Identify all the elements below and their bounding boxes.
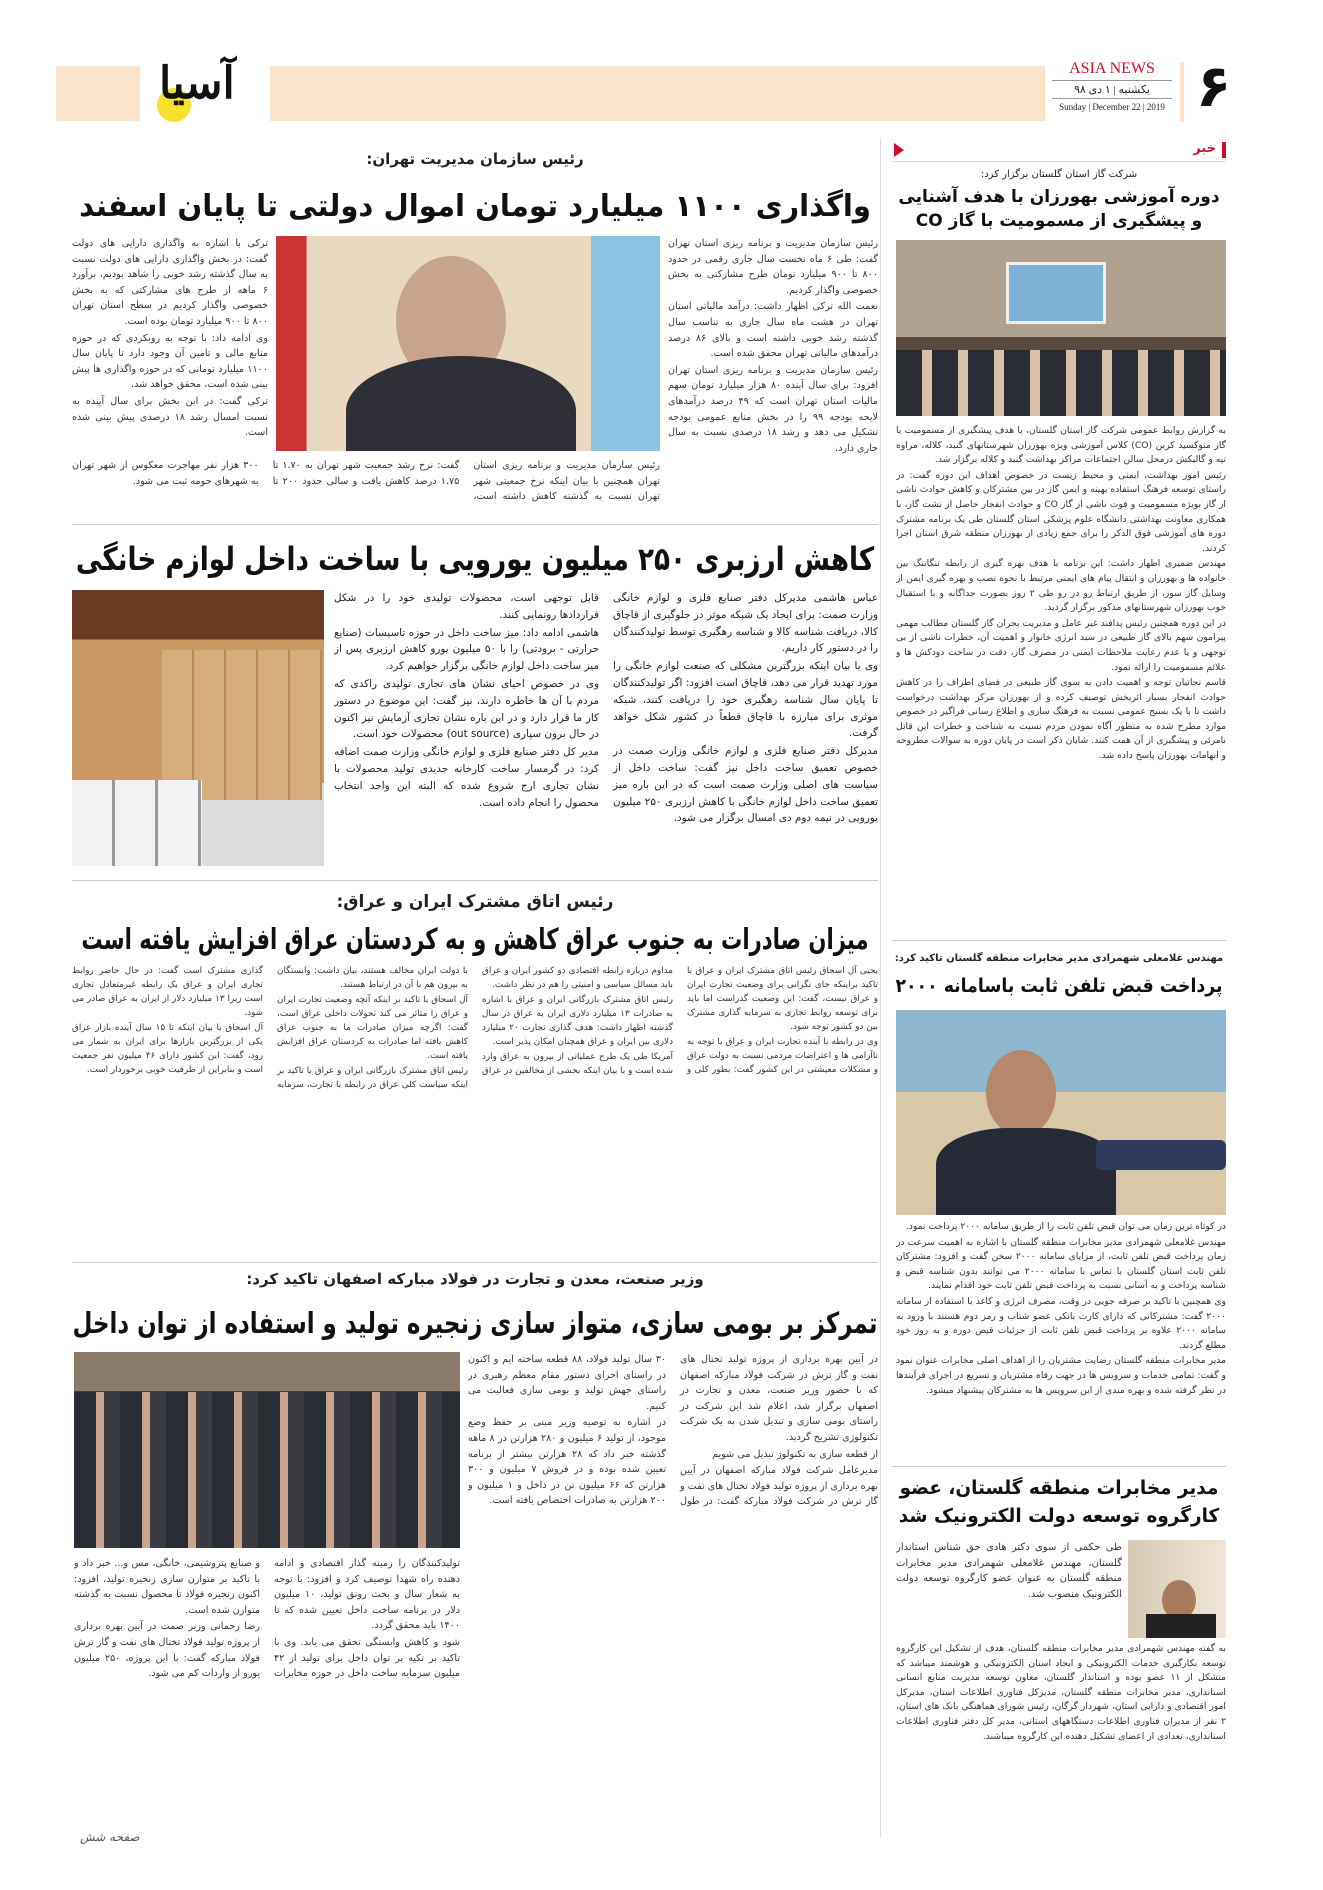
washing-machines: [72, 780, 202, 866]
article4-photo: [74, 1352, 460, 1548]
sidebar-story3-headline: مدیر مخابرات منطقه گلستان، عضو کارگروه توسعه دولت الکترونیک شد: [898, 1477, 1220, 1527]
paragraph: در آیین بهره برداری از پروژه تولید تختال های نفت و گاز ترش در شرکت فولاد مبارکه اصفهان که با حضور وزیر صنعت، معدن و تجارت در اصفهان برگزار شد، اعلام شد این شرکت در راستای بومی سازی و تبدیل شدن به یک شرکت تکنولوژی تشریح گردید.: [680, 1354, 878, 1443]
interviewee-head: [986, 1050, 1056, 1136]
paragraph: وی با بیان اینکه بزرگترین مشکلی که صنعت لوازم خانگی را مورد تهدید قرار می دهد، قاچاق است افزود: اگر تولیدکنندگان تا پایان سال شناسه رهگیری خود را دریافت کنند، شبکه موثری برای مبارزه با قاچاق قطعاً در کشور شکل خواهد گرفت.: [613, 660, 878, 740]
paragraph: رئیس سازمان مدیریت و برنامه ریزی استان تهران همچنین با بیان اینکه نرخ جمعیتی شهر تهران نسبت به گذشته کاهش داشته است، گفت: نرخ رشد جمعیت شهر تهران به ۱.۷۰ تا ۱.۷۵ درصد کاهش یافت و سالی حدود ۲۰۰ تا ۳۰۰ هزار نفر مهاجرت معکوس از شهر تهران به شهرهای حومه ثبت می شود.: [72, 460, 660, 503]
article1-body-left: [72, 236, 268, 451]
article1-body-bottom: [72, 458, 660, 513]
paragraph: از قطعه سازی به تکنولوژ تبدیل می شویم: [712, 1448, 878, 1460]
paragraph: رئیس اتاق مشترک بازرگانی ایران و عراق با اشاره به صادرات ۱۳ میلیارد دلاری ایران به عراق در سال گذشته اظهار داشت: هدف گذاری تجارت ۲۰ میلیارد دلاری بین ایران و عراق همچنان امکان پذیر است.: [482, 995, 673, 1047]
paragraph: وی در خصوص احیای نشان های تجاری تولیدی راکدی که مردم با آن ها خاطره دارند، نیز گفت: این موضوع در دستور کار ما قرار دارد و در این باره نشان تجاری آزمایش نیز اکنون در حال برون سپاری (out source) محصولات خود است.: [334, 677, 599, 741]
logo-text: آسیا: [159, 58, 235, 109]
masthead-info: [1052, 60, 1172, 124]
sidebar-story1-photo: [896, 240, 1226, 416]
audience-rows: [74, 1392, 460, 1548]
sidebar-story1-kicker: شرکت گاز استان گلستان برگزار کرد:: [980, 169, 1138, 180]
article3-headline: میزان صادرات به جنوب عراق کاهش و به کردستان عراق افزایش یافته است: [81, 922, 869, 956]
paragraph: هاشمی ادامه داد: میز ساخت داخل در حوزه تاسیسات (صنایع حرارتی - برودتی) را با ۵۰ میلیون یورو کاهش ارزبری پس از میز ساخت داخل لوازم خانگی برگزار خواهیم کرد.: [334, 626, 599, 673]
paragraph: طی حکمی از سوی دکتر هادی حق شناس استاندار گلستان، مهندس غلامعلی شهمرادی مدیر مخابرات منطقه گلستان به عنوان عضو کارگروه توسعه دولت الکترونیک منصوب شد.: [896, 1542, 1122, 1600]
official-suit: [1146, 1614, 1216, 1638]
sidebar-section-header: [892, 140, 1226, 162]
paragraph: به گزارش روابط عمومی شرکت گاز استان گلستان، با هدف پیشگیری از مسمومیت با گاز منوکسید کربن (CO) کلاس آموزشی ویژه بهورزان شهرستانهای گنبد، کلاله، مراوه تپه و گالیکش درمحل سالن اجتماعات مراکز بهداشت گنبد و کلاله برگزار شد.: [896, 425, 1226, 466]
divider: [72, 524, 878, 525]
appliance-boxes: [162, 650, 322, 800]
sidebar-story1-headline: دوره آموزشی بهورزان با هدف آشنایی و پیشگیری از مسمومیت با گاز CO: [898, 187, 1220, 231]
paragraph: رئیس سازمان مدیریت و برنامه ریزی استان تهران افزود: برای سال آینده ۸۰ هزار میلیارد تومان سهم مالیات استان تهران است که ۴۹ درصد درآمدهای لایحه بودجه ۹۹ را در بخش منابع عمومی بودجه تشکیل می دهد و رشد ۱۸ درصدی نسبت به سال جاری دارد.: [668, 364, 878, 454]
paragraph: به گفته مهندس شهمرادی مدیر مخابرات منطقه گلستان، هدف از تشکیل این کارگروه توسعه بکارگیری خدمات الکترونیکی و ایجاد استان الکترونیکی و هوشمند میباشد که متشکل از ۱۱ عضو بوده و استاندار گلستان، معاون توسعه مدیریت منابع انسانی استانداری، مدیر مخابرات منطقه گلستان، مدیرکل فناوری اطلاعات استان، مدیرکل امور اقتصادی و دارایی استان، شهردار گرگان، رئیس شورای هماهنگی بانک های استان، ۲ نفر از مدیران فناوری اطلاعات دستگاههای استانی، مدیر کل دفتر فناوری اطلاعات استانداری، تعدادی از اعضای تشکیل دهنده این کارگروه میباشند.: [896, 1643, 1226, 1742]
sidebar-story3-body-top: [896, 1540, 1122, 1640]
article3-body: [72, 964, 878, 1256]
logo: [145, 58, 265, 124]
interviewee-suit: [936, 1128, 1116, 1215]
divider: [892, 1466, 1226, 1467]
sidebar-story2-photo: [896, 1010, 1226, 1215]
paragraph: آل اسحاق با تاکید بر اینکه آنچه وضعیت تجارت ایران و عراق را متاثر می کند تحولات داخلی عراق است، گفت: اگرچه میزان صادرات ما به جنوب عراق کاهش یافته اما صادرات به کردستان عراق افزایش یافته است.: [277, 995, 468, 1061]
paragraph: در کوتاه ترین زمان می توان قبض تلفن ثابت را از طریق سامانه ۲۰۰۰ پرداخت نمود.: [905, 1221, 1226, 1232]
paragraph: مهندس غلامعلی شهمرادی مدیر مخابرات منطقه گلستان با اشاره به اهمیت سرعت در زمان پرداخت قبض تلفن ثابت، از مزایای سامانه ۲۰۰۰ سخن گفت و افزود: مشترکان تلفن ثابت استان گلستان با تماس با سامانه ۲۰۰۰ می توانند بدون شناسه قبض و شناسه پرداخت و به آسانی نسبت به پرداخت قبض تلفن ثابت خود اقدام نمایند.: [896, 1236, 1226, 1292]
sidebar-story2-kicker: مهندس غلامعلی شهمرادی مدیر مخابرات منطقه گلستان تاکید کرد:: [894, 953, 1224, 964]
paragraph: وی در رابطه با آینده تجارت ایران و عراق با توجه به ناآرامی ها و اعتراضات مردمی نسبت به دولت عراق و مشکلات معیشتی در این کشور گفت: بطور کلی و مداوم درباره رابطه اقتصادی دو کشور ایران و عراق باید مسائل سیاسی و امنیتی را هم در نظر داشت.: [482, 966, 878, 1075]
paragraph: عباس هاشمی مدیرکل دفتر صنایع فلزی و لوازم خانگی وزارت صمت: برای ایجاد یک شبکه موثر در جلوگیری از قاچاق کالا، دریافت شناسه کالا و شناسه رهگیری توسط تولیدکنندگان را در دستور کار داریم.: [613, 592, 878, 655]
article1-headline: واگذاری ۱۱۰۰ میلیارد تومان اموال دولتی تا پایان اسفند: [79, 189, 871, 224]
paragraph: آل اسحاق با بیان اینکه تا ۱۵ سال آینده بازار عراق یکی از بزرگترین بازارها برای ایران به شمار می رود، گفت: این کشور دارای ۴۶ میلیون نفر جمعیت است و بنابراین از ظرفیت خوبی برخوردار است.: [72, 1023, 264, 1075]
paragraph: در این دوره همچنین رئیس پدافند غیر عامل و مدیریت بحران گاز گلستان مطالب مهمی پیرامون سهم بالای گاز طبیعی در سبد انرژی خانوار و اهمیت آن، خطرات ناشی از بی توجهی و یا عدم رعایت ملاحظات ایمنی در مصرف گاز، دقت در ساخت دودکش ها و علائم مسمومیت را ارائه نمود.: [896, 617, 1226, 673]
projector-screen: [1006, 262, 1106, 324]
column-divider: [880, 138, 881, 1838]
paragraph: مدیر مخابرات منطقه گلستان رضایت مشتریان را از اهداف اصلی مخابرات عنوان نمود و گفت: تمامی خدمات و سرویس ها در جهت رفاه مشتریان و تسریع در اجرای فرآیندها در نظر گرفته شده و بهره مندی از این سرویس ها به مشترکان پیشنهاد میشود.: [896, 1355, 1226, 1396]
paragraph: آمریکا طی یک طرح عملیاتی از بیرون به عراق وارد شده است و با بیان اینکه بخشی از مخالفین در عراق با دولت ایران مخالف هستند، بیان داشت: وابستگان به بیرون هم با آن در ارتباط هستند.: [277, 966, 673, 1076]
date-en: Sunday | December 22 | 2019: [1059, 102, 1165, 112]
paragraph: مهندس ضمیری اظهار داشت: این برنامه با هدف بهره گیری از رابطه تنگاتنگ بین خانواده ها و بهورزان و انتقال پیام های ایمنی مرتبط با نحوه نصب و بهره گیری ایمن از وسایل گاز سوز، از طریق ارتباط رو در رو طی ۲ روز بصورت جداگانه و با استقبال خوب بهورزان شهرستانهای مذکور برگزار گردید.: [896, 558, 1226, 614]
date-fa: یکشنبه | ۱ دی ۹۸: [1052, 81, 1172, 99]
header-divider: [1180, 62, 1184, 122]
article1-kicker: رئیس سازمان مدیریت تهران:: [366, 150, 584, 168]
page-label: صفحه شش: [80, 1830, 140, 1844]
divider: [892, 940, 1226, 941]
article2-headline: کاهش ارزبری ۲۵۰ میلیون یورویی با ساخت داخل لوازم خانگی: [75, 540, 875, 578]
article4-kicker: وزیر صنعت، معدن و تجارت در فولاد مبارکه اصفهان تاکید کرد:: [246, 1270, 704, 1288]
paragraph: تولیدکنندگان را زمینه گذار اقتصادی و ادامه دهنده راه شهدا توصیف کرد و افزود: با توجه به شعار سال و بحث رونق تولید، ۱۰ میلیون دلار در برنامه ساخت داخل تعیین شده که تا ۱۴۰۰ باید محقق گردد.: [274, 1558, 460, 1632]
article1-body-right: [668, 236, 878, 511]
sidebar-story3-photo: [1128, 1540, 1226, 1638]
paragraph: مدیرکل دفتر صنایع فلزی و لوازم خانگی وزارت صمت در خصوص تعمیق ساخت داخل نیز گفت: ساخت داخل از سیاست های اصلی وزارت صمت است که در این باره میز تعمیق ساخت داخل لوازم خانگی با کاهش ارزبری ۲۵۰ میلیون یورویی در نیمه دوم دی امسال برگزار می شود.: [613, 745, 878, 825]
paragraph: رئیس اتاق مشترک بازرگانی ایران و عراق با تاکید بر اینکه سیاست کلی عراق در رابطه با تجارت، سرمایه گذاری مشترک است گفت: در حال حاضر روابط تجاری ایران و عراق یک رابطه غیرمتعادل تجاری است زیرا ۱۳ میلیارد دلار از ایران به عراق صادر می شود.: [72, 966, 468, 1090]
article4-headline: تمرکز بر بومی سازی، متواز سازی زنجیره تولید و استفاده از توان داخل: [72, 1306, 878, 1340]
paragraph: ترکی گفت: در این بخش برای سال آینده به نسبت امسال رشد ۱۸ درصدی پیش بینی شده است.: [72, 395, 268, 439]
paragraph: رضا رحمانی وزیر صمت در آیین بهره برداری از پروژه تولید فولاد تختال های نفت و گاز ترش فولاد مبارکه گفت: با این پروژه، ۲۵۰ میلیون یورو از واردات کم می شود.: [74, 1621, 261, 1680]
paragraph: رئیس سازمان مدیریت و برنامه ریزی استان تهران گفت: طی ۶ ماه نخست سال جاری رقمی در حدود ۸۰۰ تا ۹۰۰ میلیارد تومان طرح مشارکتی به بخش خصوصی واگذار کردیم.: [668, 238, 878, 296]
microphone: [1096, 1140, 1226, 1170]
attendees: [896, 350, 1226, 416]
sidebar-story2-body: [896, 1220, 1226, 1460]
paragraph: مدیرعامل شرکت فولاد مبارکه اصفهان در آیین بهره برداری از پروژه تولید فولاد تختال های نفت و گاز ترش در شرکت فولاد مبارکه گفت: در طول ۳۰ سال تولید فولاد، ۸۸ قطعه ساخته ایم و اکنون در راستای اجرای دستور مقام معظم رهبری در راستای جهش تولید و بومی سازی فعالیت می کنیم.: [468, 1354, 878, 1508]
paragraph: ترکی با اشاره به واگذاری دارایی های دولت گفت: در بخش واگذاری دارایی های دولت نسبت به سال گذشته رشد خوبی را شاهد بودیم، برآورد ۶ ماهه از طرح های مشارکتی که به بخش خصوصی واگذار کردیم در سطح استان تهران ۸۰۰ تا ۹۰۰ میلیارد تومان بوده است.: [72, 238, 268, 327]
sidebar-story2-headline: پرداخت قبض تلفن ثابت باسامانه ۲۰۰۰: [895, 975, 1223, 997]
article2-body: [334, 590, 878, 868]
article4-body-right: [468, 1352, 878, 1812]
paragraph: قاسم نجاتیان توجه و اهمیت دادن به سوی گاز طبیعی در فضای اطراف را در کاهش حوادث انفجار بسیار اثربخش توصیف کرده و از بهورزان مرکز بهداشت درخواست داشت تا با یک بسیج عمومی نسبت به فرهنگ سازی و اطلاع رسانی فراگیر در خصوص موارد مطرح شده به منظور آگاه نمودن مردم نسبت به شناخت و خطرات این قاتل نامرئی و پیشگیری از آن همت کنند. شایان ذکر است در پایان دوره به سوالات مطروحه و ابهامات بهورزان پاسخ داده شد.: [896, 677, 1226, 762]
article3-kicker: رئیس اتاق مشترک ایران و عراق:: [336, 892, 614, 912]
play-arrow-icon[interactable]: [894, 143, 904, 157]
section-label: خبر: [1193, 141, 1216, 156]
article2-photo: [72, 590, 324, 866]
paragraph: رئیس امور بهداشت، ایمنی و محیط زیست در خصوص اهداف این دوره گفت: در راستای توسعه فرهنگ استفاده بهینه و ایمن گاز در بین مشترکان و کاهش حوادث ناشی از گاز بویژه مسمومیت و فوت ناشی از گاز CO و حوادث انفجار حاصل از نشت گاز، با همکاری معاونت بهداشتی دانشگاه علوم پزشکی استان گلستان طی یک برنامه مشترک دوره های آموزشی فوق الذکر را برای جمع زیادی از بهورزان منطقه شرق استان اجرا کردند.: [896, 469, 1226, 554]
paragraph: شود و کاهش وابستگی تحقق می یابد. وی با تاکید بر تکیه بر توان داخل برای تولید از ۴۲ میلیون سرمایه ساخت داخل در حوزه مخابرات و صنایع پتروشیمی، خانگی، مس و... خبر داد و با تاکید بر متوازن سازی زنجیره تولید، افزود: اکنون زنجیره فولاد تا محصول نسبت به گذشته متوازن شده است.: [74, 1558, 460, 1680]
divider: [72, 880, 878, 881]
portrait-suit: [346, 356, 576, 451]
paragraph: یحیی آل اسحاق رئیس اتاق مشترک ایران و عراق با تاکید براینکه جای نگرانی برای وضعیت تجارت ایران و عراق نیست، گفت: این وضعیت گذراست اما باید برای توسعه روابط تجاری به سرمایه گذاری مشترک بین دو کشور توجه شود.: [687, 966, 878, 1032]
article1-photo: [276, 236, 660, 451]
paragraph: قابل توجهی است، محصولات تولیدی خود را در شکل قراردادها رونمایی کنند.: [334, 592, 599, 621]
sidebar-story3-body: [896, 1642, 1226, 1822]
paragraph: وی ادامه داد: با توجه به رویکردی که در حوزه منابع مالی و تامین آن وجود دارد تا پایان سال ۱۱۰۰ میلیارد تومانی که در حوزه واگذاری ها پیش بینی شده است، محقق خواهد شد.: [72, 332, 268, 391]
paragraph: وی همچنین با تاکید بر صرفه جویی در وقت، مصرف انرژی و کاغذ با استفاده از سامانه ۲۰۰۰ گفت: مشترکانی که دارای کارت بانکی عضو شتاب و رمز دوم هستند با ورود به سامانه ۲۰۰۰ علاوه بر پرداخت قبض تلفن ثابت از جزئیات قبض دوره و به روز خود مطلع گردند.: [896, 1295, 1226, 1351]
sidebar-story1-body: [896, 424, 1226, 924]
brand-name: ASIA NEWS: [1052, 60, 1172, 81]
header-band: [270, 66, 1045, 121]
divider: [72, 1262, 878, 1263]
article4-body-left: [74, 1556, 460, 1812]
paragraph: نعمت الله ترکی اظهار داشت: درآمد مالیاتی استان تهران در هشت ماه سال جاری به تناسب سال گذشته رشد خوبی داشته است و بالای ۸۶ درصد درآمدهای مالیاتی تهران محقق شده است.: [668, 301, 878, 360]
section-bar: [1222, 142, 1226, 158]
page-number: ۶: [1196, 52, 1232, 120]
paragraph: در اشاره به توصیه وزیر مبنی بر حفظ وضع موجود، از تولید ۶ میلیون و ۲۸۰ هزارتن در ۸ ماهه گذشته خبر داد که ۲۸ هزارتن بیشتر از برنامه تعیین شده بوده و در فروش ۷ میلیون و ۳۰۰ هزارتن که ۶۶ میلیون تن در داخل و ۱ میلیون و ۲۰۰ هزارتن به صادرات اختصاص یافته است.: [468, 1417, 666, 1507]
paragraph: مدیر کل دفتر صنایع فلزی و لوازم خانگی وزارت صمت اضافه کرد: در گرمسار ساخت کارخانه جدیدی تولید محصولات با نشان تجاری ارج شروع شده که البته این واحد انتخاب محصول را انجام داده است.: [334, 746, 599, 809]
header-band-left: [56, 66, 140, 121]
